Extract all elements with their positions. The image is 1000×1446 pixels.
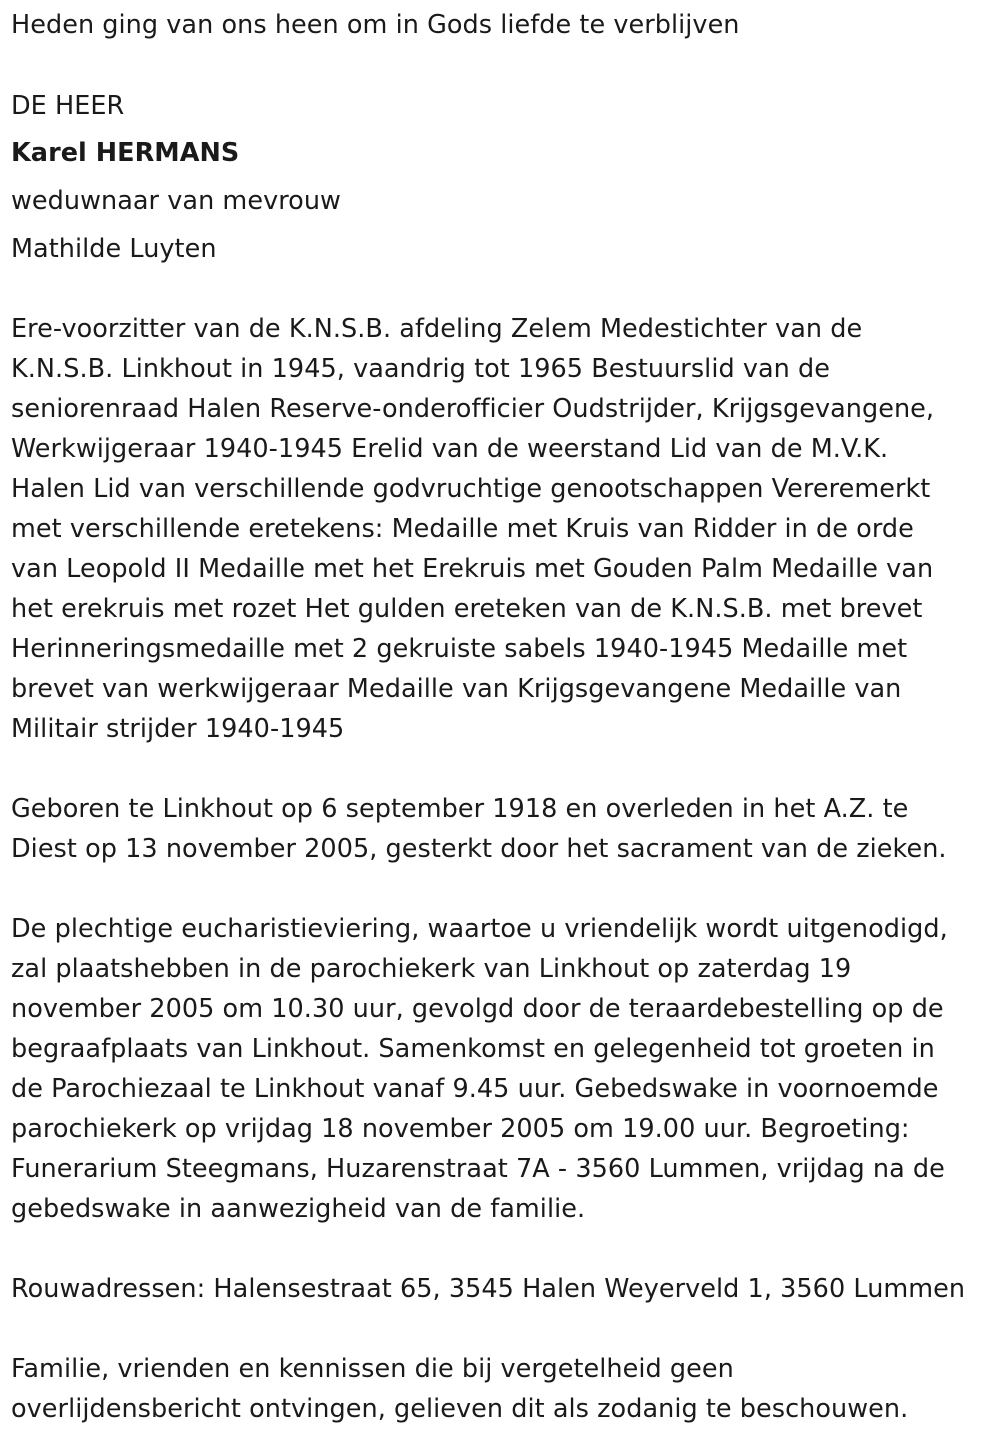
ceremony-line: november 2005 om 10.30 uur, gevolgd door de teraardebestelling op de bbox=[11, 994, 944, 1024]
honors-line: van Leopold II Medaille met het Erekruis met Gouden Palm Medaille van bbox=[11, 554, 934, 584]
ceremony-line: Funerarium Steegmans, Huzarenstraat 7A - 3560 Lummen, vrijdag na de bbox=[11, 1154, 945, 1184]
honors-line: seniorenraad Halen Reserve-onderofficier Oudstrijder, Krijgsgevangene, bbox=[11, 394, 935, 424]
honors-line: Halen Lid van verschillende godvruchtige genootschappen Vereremerkt bbox=[11, 474, 931, 504]
widower-of-line: weduwnaar van mevrouw bbox=[11, 186, 341, 216]
honors-line: brevet van werkwijgeraar Medaille van Krijgsgevangene Medaille van bbox=[11, 674, 902, 704]
ceremony-line: parochiekerk op vrijdag 18 november 2005 om 19.00 uur. Begroeting: bbox=[11, 1114, 910, 1144]
honors-line: Werkwijgeraar 1940-1945 Erelid van de weerstand Lid van de M.V.K. bbox=[11, 434, 889, 464]
closing-line: Familie, vrienden en kennissen die bij vergetelheid geen bbox=[11, 1354, 734, 1384]
honors-line: Herinneringsmedaille met 2 gekruiste sabels 1940-1945 Medaille met bbox=[11, 634, 908, 664]
birth-death-line: Geboren te Linkhout op 6 september 1918 en overleden in het A.Z. te bbox=[11, 794, 909, 824]
honors-line: met verschillende eretekens: Medaille met Kruis van Ridder in de orde bbox=[11, 514, 914, 544]
spouse-name: Mathilde Luyten bbox=[11, 234, 217, 264]
honors-line: Ere-voorzitter van de K.N.S.B. afdeling Zelem Medestichter van de bbox=[11, 314, 863, 344]
birth-death-line: Diest op 13 november 2005, gesterkt door het sacrament van de zieken. bbox=[11, 834, 947, 864]
ceremony-line: de Parochiezaal te Linkhout vanaf 9.45 uur. Gebedswake in voornoemde bbox=[11, 1074, 939, 1104]
salutation: DE HEER bbox=[11, 91, 125, 121]
deceased-name: Karel HERMANS bbox=[11, 138, 240, 168]
honors-line: het erekruis met rozet Het gulden ereteken van de K.N.S.B. met brevet bbox=[11, 594, 923, 624]
addresses-line: Rouwadressen: Halensestraat 65, 3545 Halen Weyerveld 1, 3560 Lummen bbox=[11, 1274, 966, 1304]
honors-line: K.N.S.B. Linkhout in 1945, vaandrig tot 1965 Bestuurslid van de bbox=[11, 354, 830, 384]
ceremony-line: gebedswake in aanwezigheid van de familie. bbox=[11, 1194, 586, 1224]
closing-line: overlijdensbericht ontvingen, gelieven dit als zodanig te beschouwen. bbox=[11, 1394, 909, 1424]
ceremony-line: begraafplaats van Linkhout. Samenkomst en gelegenheid tot groeten in bbox=[11, 1034, 935, 1064]
honors-line: Militair strijder 1940-1945 bbox=[11, 714, 345, 744]
intro-line: Heden ging van ons heen om in Gods liefde te verblijven bbox=[11, 10, 740, 40]
ceremony-line: De plechtige eucharistieviering, waartoe u vriendelijk wordt uitgenodigd, bbox=[11, 914, 948, 944]
ceremony-line: zal plaatshebben in de parochiekerk van Linkhout op zaterdag 19 bbox=[11, 954, 852, 984]
